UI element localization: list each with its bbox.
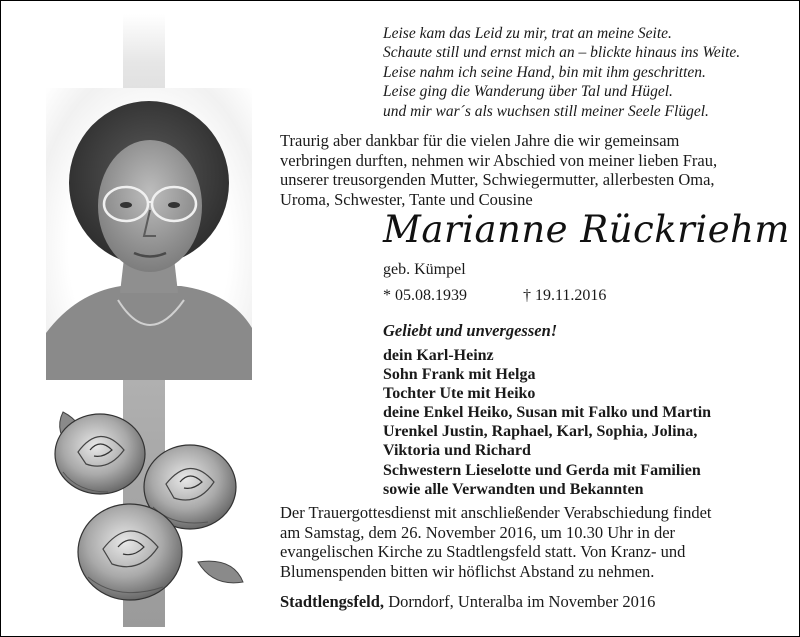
intro-line: unserer treusorgenden Mutter, Schwiegermutter, allerbesten Oma, — [280, 170, 715, 190]
service-info — [280, 503, 792, 581]
roses-illustration — [48, 392, 248, 612]
rose-bottom — [78, 504, 182, 600]
mourner-line: sowie alle Verwandten und Bekannten — [383, 480, 644, 498]
portrait-photo — [46, 88, 252, 380]
birth-date: * 05.08.1939 — [383, 287, 467, 304]
mourner-line: Schwestern Lieselotte und Gerda mit Familien — [383, 461, 701, 479]
poem — [383, 24, 793, 121]
deceased-name: Marianne Rückriehm — [383, 208, 791, 251]
mourners-list — [383, 346, 793, 499]
mourner-line: dein Karl-Heinz — [383, 347, 494, 364]
intro-line: verbringen durften, nehmen wir Abschied von meiner lieben Frau, — [280, 150, 718, 170]
intro-line: Traurig aber dankbar für die vielen Jahre die wir gemeinsam — [280, 131, 680, 150]
maiden-name: geb. Kümpel — [383, 261, 466, 278]
mourner-line: Sohn Frank mit Helga — [383, 366, 536, 384]
mourner-line: deine Enkel Heiko, Susan mit Falko und Martin — [383, 404, 712, 422]
closing-line — [280, 592, 655, 612]
mourner-line: Urenkel Justin, Raphael, Karl, Sophia, Jolina, — [383, 423, 698, 441]
poem-line: und mir war´s als wuchsen still meiner Seele Flügel. — [383, 102, 709, 120]
intro-text — [280, 131, 790, 209]
service-line: am Samstag, dem 26. November 2016, um 10.30 Uhr in der — [280, 522, 676, 542]
motto: Geliebt und unvergessen! — [383, 321, 558, 340]
poem-line: Leise nahm ich seine Hand, bin mit ihm geschritten. — [383, 63, 706, 81]
service-line: Der Trauergottesdienst mit anschließender Verabschiedung findet — [280, 503, 712, 522]
service-line: Blumenspenden bitten wir höflichst Abstand zu nehmen. — [280, 561, 655, 581]
mourner-line: Tochter Ute mit Heiko — [383, 385, 536, 403]
service-line: evangelischen Kirche zu Stadtlengsfeld statt. Von Kranz- und — [280, 542, 686, 562]
intro-line: Uroma, Schwester, Tante und Cousine — [280, 189, 533, 209]
life-dates — [383, 287, 606, 305]
poem-line: Leise kam das Leid zu mir, trat an meine Seite. — [383, 25, 672, 42]
closing-place: Stadtlengsfeld, — [280, 592, 385, 611]
closing-rest: Dorndorf, Unteralba im November 2016 — [384, 592, 656, 611]
poem-line: Leise ging die Wanderung über Tal und Hügel. — [383, 83, 673, 101]
mourner-line: Viktoria und Richard — [383, 442, 531, 460]
poem-line: Schaute still und ernst mich an – blickte hinaus ins Weite. — [383, 44, 741, 62]
rose-top-left — [55, 414, 145, 494]
death-date: † 19.11.2016 — [523, 287, 607, 304]
